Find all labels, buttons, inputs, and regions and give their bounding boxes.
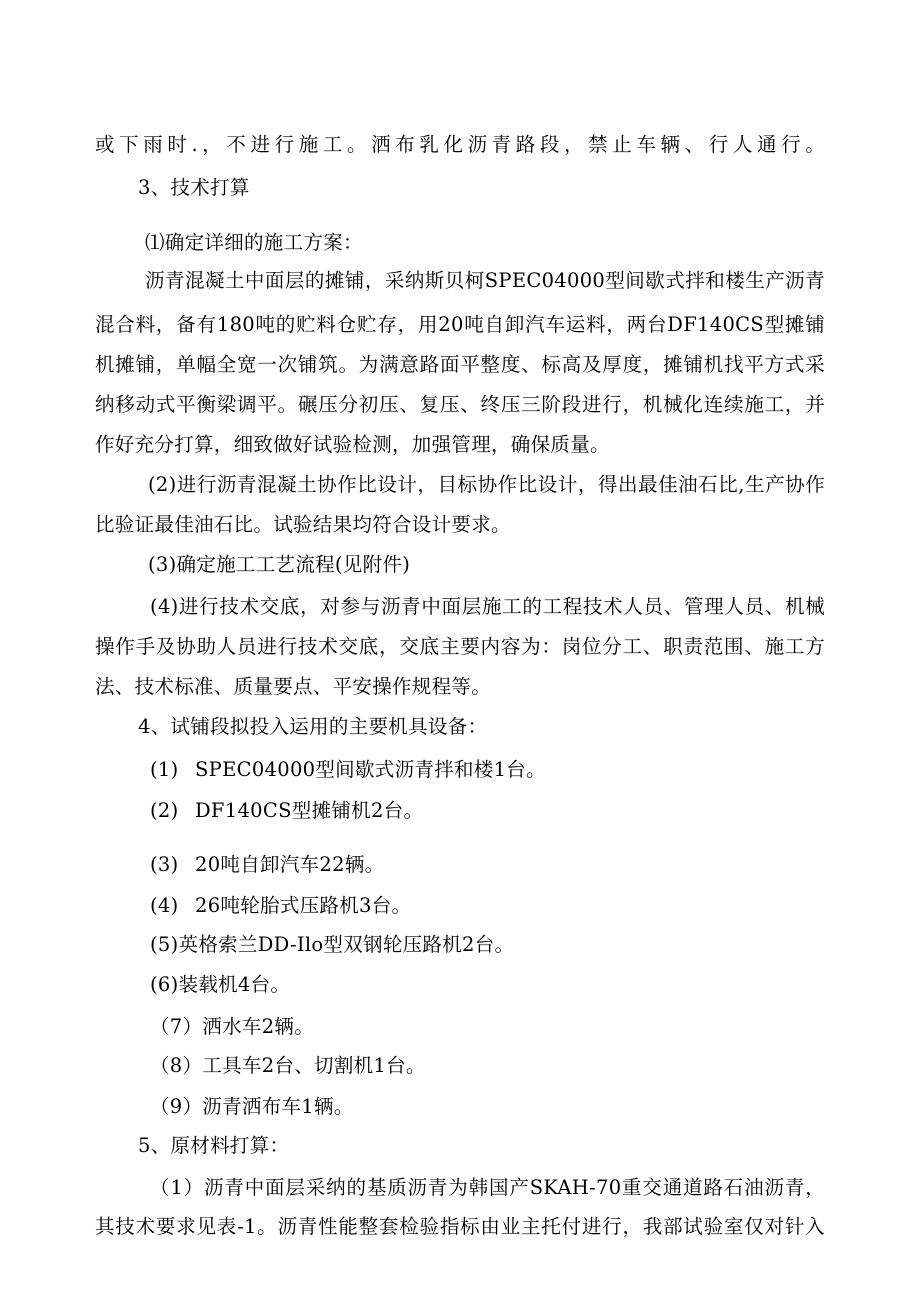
list-item bbox=[150, 893, 411, 919]
list-item: （8）工具车2台、切割机1台。 bbox=[150, 1054, 426, 1077]
list-item bbox=[150, 757, 546, 783]
list-item-text: SPEC04000型间歇式沥青拌和楼1台。 bbox=[195, 758, 546, 781]
paragraph-line: 其技术要求见表-1。沥青性能整套检验指标由业主托付进行，我部试验室仅对针入 bbox=[95, 1215, 825, 1238]
paragraph-line: 作好充分打算，细致做好试验检测，加强管理，确保质量。 bbox=[95, 433, 610, 456]
list-item-text: 20吨自卸汽车22辆。 bbox=[195, 853, 385, 876]
paragraph-line: (3)确定施工工艺流程(见附件) bbox=[148, 553, 411, 576]
paragraph-line: (2)进行沥青混凝土协作比设计，目标协作比设计，得出最佳油石比,生产协作 bbox=[148, 473, 825, 496]
list-item-number: (4) bbox=[150, 894, 179, 917]
list-item bbox=[150, 852, 384, 878]
list-item-number: (2) bbox=[150, 799, 179, 822]
paragraph-line: 沥青混凝土中面层的摊铺，采纳斯贝柯SPEC04000型间歇式拌和楼生产沥青 bbox=[145, 269, 825, 292]
paragraph-line: 混合料，备有180吨的贮料仓贮存，用20吨自卸汽车运料，两台DF140CS型摊铺 bbox=[95, 313, 825, 336]
paragraph-line: (4)进行技术交底，对参与沥青中面层施工的工程技术人员、管理人员、机械 bbox=[150, 595, 825, 618]
list-item-number: (1) bbox=[150, 758, 179, 781]
list-item-text: DF140CS型摊铺机2台。 bbox=[195, 799, 424, 822]
paragraph-line: 或下雨时.，不进行施工。洒布乳化沥青路段，禁止车辆、行人通行。 bbox=[95, 133, 825, 156]
list-item: (5)英格索兰DD-Ilo型双钢轮压路机2台。 bbox=[150, 933, 515, 956]
list-item: (6)装载机4台。 bbox=[150, 973, 291, 996]
list-item bbox=[150, 798, 423, 824]
section-heading: 3、技术打算 bbox=[138, 176, 250, 199]
section-heading: 4、试铺段拟投入运用的主要机具设备： bbox=[138, 715, 488, 738]
paragraph-line: 操作手及协助人员进行技术交底，交底主要内容为：岗位分工、职责范围、施工方 bbox=[95, 635, 825, 658]
section-heading: 5、原材料打算： bbox=[138, 1134, 290, 1157]
paragraph-line: （1）沥青中面层采纳的基质沥青为韩国产SKAH-70重交通道路石油沥青， bbox=[150, 1176, 825, 1199]
paragraph-line: 比验证最佳油石比。试验结果均符合设计要求。 bbox=[95, 513, 511, 536]
paragraph-line: 纳移动式平衡梁调平。碾压分初压、复压、终压三阶段进行，机械化连续施工，并 bbox=[95, 393, 825, 416]
list-item-text: 26吨轮胎式压路机3台。 bbox=[195, 894, 412, 917]
list-item: （7）洒水车2辆。 bbox=[150, 1015, 315, 1038]
paragraph-line: 机摊铺，单幅全宽一次铺筑。为满意路面平整度、标高及厚度，摊铺机找平方式采 bbox=[95, 353, 825, 376]
list-item-number: (3) bbox=[150, 853, 179, 876]
subsection-heading: ⑴确定详细的施工方案： bbox=[145, 231, 363, 254]
list-item: （9）沥青洒布车1辆。 bbox=[150, 1095, 354, 1118]
paragraph-line: 法、技术标准、质量要点、平安操作规程等。 bbox=[95, 675, 492, 698]
